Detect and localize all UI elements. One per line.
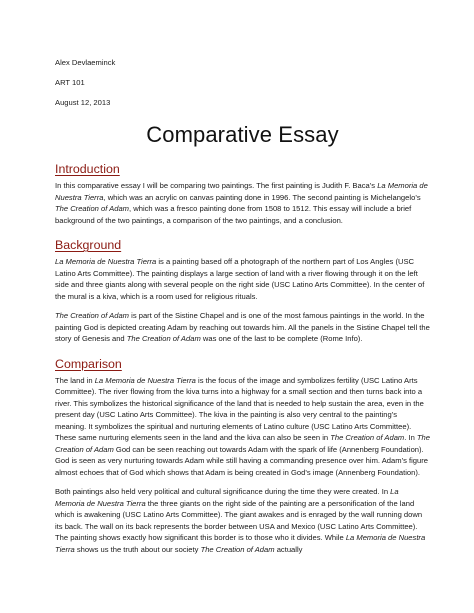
document-title: Comparative Essay [146, 122, 339, 147]
background-paragraph-1: La Memoria de Nuestra Tierra is a painting based off a photograph of the northern part of Los Angles (USC Latino Arts Committee). The painting displays a large section of land with a river flowing through it on the left side and three giants along with several people on the right side (USC Latino Arts Committee). In the center of the mural is a kiva, which is a room used for religious rituals. [55, 257, 425, 301]
course-name: ART 101 [55, 78, 85, 87]
author-name: Alex Devlaeminck [55, 58, 116, 67]
comparison-paragraph-1: The land in La Memoria de Nuestra Tierra is the focus of the image and symbolizes fertility (USC Latino Arts Committee). The river flowing from the kiva turns into a highway for a small section and then turns back into a river. This symbolizes the historical significance of the land that is needed to help sustain the area, even in the present day (USC Latino Arts Committee). The kiva in the painting is also very central to the painting’s meaning. It symbolizes the spiritual and nurturing elements of Latino culture (USC Latino Arts Committee). These same nurturing elements seen in the land and the kiva can also be seen in The Creation of Adam. In The Creation of Adam God can be seen reaching out towards Adam with the spark of life (Annenberg Foundation). God is seen as very nurturing towards Adam while still having a commanding presence over him. Adam’s figure almost echoes that of God which shows that Adam is being created in God’s image (Annenberg Foundation). [55, 375, 431, 477]
heading-background: Background [55, 238, 122, 252]
heading-introduction: Introduction [55, 162, 120, 176]
document-date: August 12, 2013 [55, 98, 111, 107]
heading-comparison: Comparison [55, 356, 122, 371]
background-paragraph-2: The Creation of Adam is part of the Sistine Chapel and is one of the most famous paintings in the world. In the painting God is depicted creating Adam by reaching out towards him. All the panels in the Sistine Chapel tell the story of Genesis and The Creation of Adam was one of the last to be complete (Rome Info). [55, 311, 430, 343]
comparison-paragraph-2: Both paintings also held very political and cultural significance during the time they were created. In La Memoria de Nuestra Tierra the three giants on the right side of the painting are a personification of the land which is awakening (USC Latino Arts Committee). The giant awakes and is enraged by the wall running down its back. The wall on its back represents the border between USA and Mexico (USC Latino Arts Committee). The painting shows exactly how significant this border is to those who it divides. While La Memoria de Nuestra Tierra shows us the truth about our society The Creation of Adam actually [55, 487, 426, 554]
intro-paragraph: In this comparative essay I will be comparing two paintings. The first painting is Judith F. Baca’s La Memoria de Nuestra Tierra, which was an acrylic on canvas painting done in 1996. The second painting is Michelangelo’s The Creation of Adam, which was a fresco painting done from 1508 to 1512. This essay will include a brief background of the two paintings, a comparison of the two paintings, and a conclusion. [55, 181, 428, 225]
document-content [55, 58, 430, 563]
